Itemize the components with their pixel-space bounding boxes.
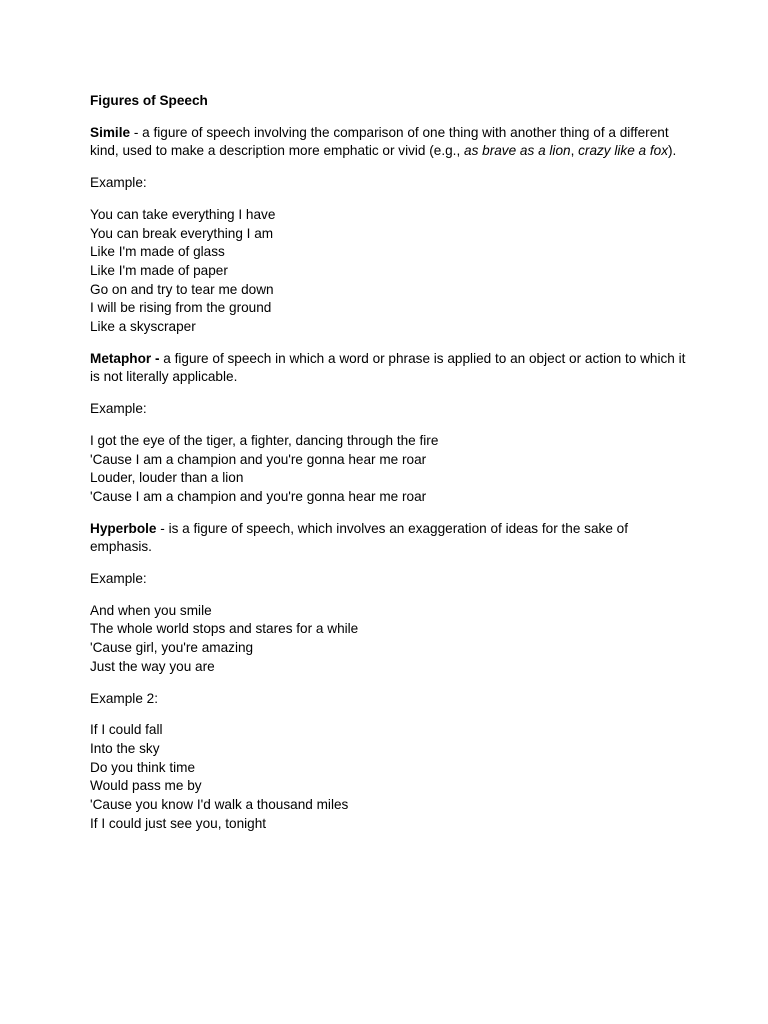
hyperbole-term: Hyperbole xyxy=(90,520,157,536)
hyperbole-definition xyxy=(90,520,690,557)
metaphor-term: Metaphor - xyxy=(90,350,160,366)
hyperbole-example2-label: Example 2: xyxy=(90,690,159,706)
metaphor-definition xyxy=(90,350,690,387)
metaphor-example-label: Example: xyxy=(90,401,147,417)
lyric-line: Louder, louder than a lion xyxy=(90,470,244,486)
lyric-line: 'Cause you know I'd walk a thousand miles xyxy=(90,797,349,813)
hyperbole-example-lines xyxy=(90,602,690,677)
lyric-line: You can take everything I have xyxy=(90,206,276,222)
simile-example-italic-1: as brave as a lion xyxy=(464,143,571,159)
lyric-line: 'Cause girl, you're amazing xyxy=(90,640,254,656)
simile-definition xyxy=(90,124,690,161)
lyric-line: And when you smile xyxy=(90,602,212,618)
hyperbole-definition-text: - is a figure of speech, which involves an exaggeration of ideas for the sake of emphasis. xyxy=(90,520,629,555)
document-title: Figures of Speech xyxy=(90,93,208,108)
lyric-line: Go on and try to tear me down xyxy=(90,281,274,297)
lyric-line: I will be rising from the ground xyxy=(90,300,272,316)
simile-definition-text: - a figure of speech involving the comparison of one thing with another thing of a different kind, used to make a description more emphatic or vivid (e.g., xyxy=(90,124,669,159)
simile-example-label: Example: xyxy=(90,175,147,191)
simile-separator: , xyxy=(570,143,579,159)
hyperbole-example2-lines xyxy=(90,721,690,833)
simile-definition-end: ). xyxy=(668,143,677,159)
simile-example-italic-2: crazy like a fox xyxy=(578,143,669,159)
lyric-line: If I could fall xyxy=(90,722,163,738)
metaphor-definition-text: a figure of speech in which a word or phrase is applied to an object or action to which it is not literally applicable. xyxy=(90,350,686,385)
lyric-line: Do you think time xyxy=(90,759,196,775)
metaphor-example-lines xyxy=(90,432,690,507)
lyric-line: Would pass me by xyxy=(90,778,202,794)
lyric-line: The whole world stops and stares for a while xyxy=(90,621,359,637)
lyric-line: If I could just see you, tonight xyxy=(90,815,267,831)
lyric-line: 'Cause I am a champion and you're gonna hear me roar xyxy=(90,488,427,504)
lyric-line: Like a skyscraper xyxy=(90,319,196,335)
lyric-line: 'Cause I am a champion and you're gonna hear me roar xyxy=(90,451,427,467)
lyric-line: Into the sky xyxy=(90,740,160,756)
lyric-line: Just the way you are xyxy=(90,658,215,674)
hyperbole-example-label: Example: xyxy=(90,571,147,587)
lyric-line: You can break everything I am xyxy=(90,225,274,241)
simile-term: Simile xyxy=(90,124,131,140)
simile-example-lines xyxy=(90,206,690,337)
lyric-line: Like I'm made of glass xyxy=(90,244,225,260)
lyric-line: I got the eye of the tiger, a fighter, dancing through the fire xyxy=(90,432,439,448)
lyric-line: Like I'm made of paper xyxy=(90,262,228,278)
document-page xyxy=(90,92,690,847)
